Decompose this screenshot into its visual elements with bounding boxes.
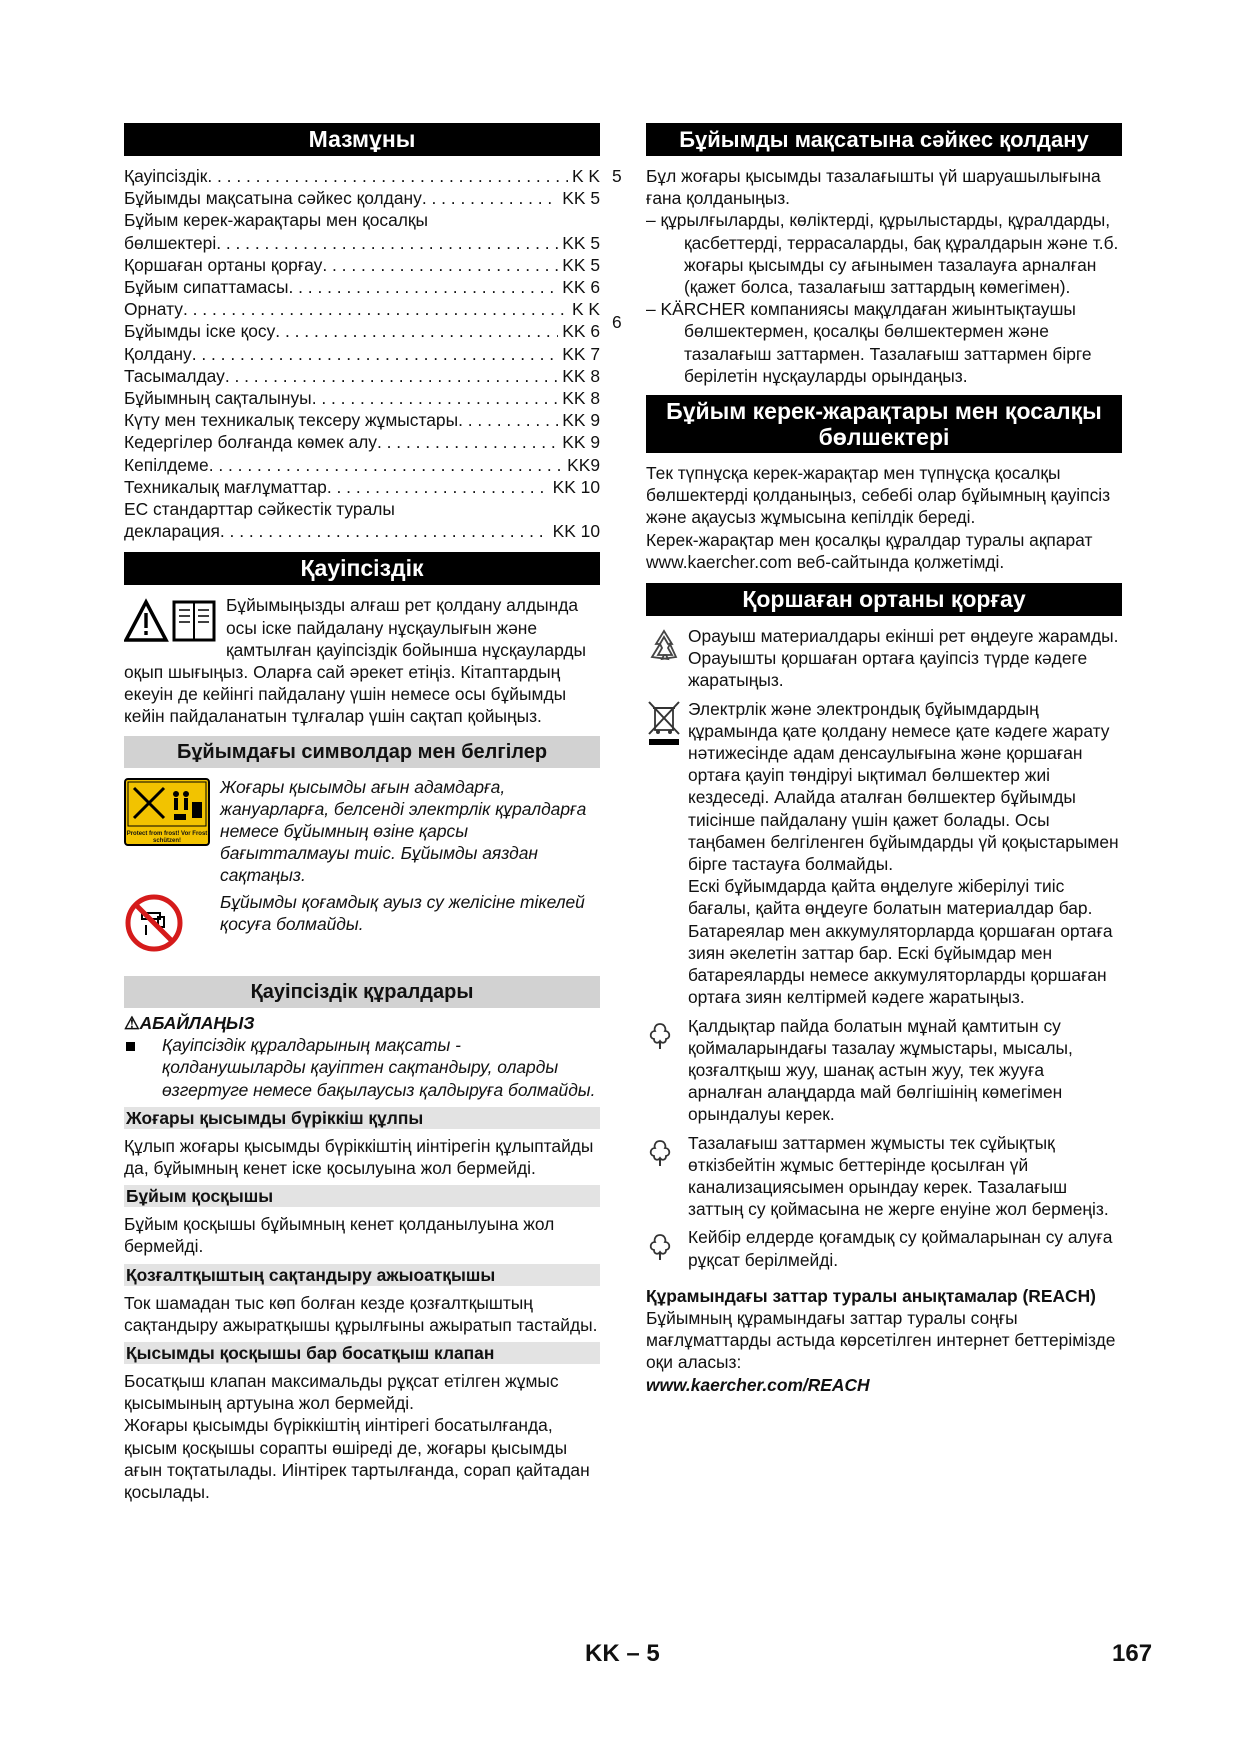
no-drinking-water-icon bbox=[124, 891, 220, 958]
toc-row-page: KK 5 bbox=[562, 232, 600, 253]
recycle-icon bbox=[646, 625, 688, 692]
toc-row-page: KK 9 bbox=[562, 432, 600, 453]
toc-row[interactable] bbox=[124, 409, 600, 431]
toc-row[interactable] bbox=[124, 387, 600, 409]
toc-leader bbox=[422, 187, 558, 209]
toc-row-page: KK 9 bbox=[562, 410, 600, 431]
toc-row-title: Бұйымның сақталынуы bbox=[124, 388, 312, 409]
toc-row-title: Бұйым сипаттамасы bbox=[124, 277, 289, 298]
toc-row-page: KK 8 bbox=[562, 388, 600, 409]
toc-leader bbox=[322, 254, 558, 276]
sub4-text1: Босатқыш клапан максимальды рұқсат етілген жұмыс қысымының артуына жол бермейді. bbox=[124, 1370, 559, 1414]
footer-page-label: KK – 5 bbox=[585, 1640, 660, 1667]
use-item1: – құрылғыларды, көліктерді, құрылыстарды, құралдарды, қасбеттерді, террасаларды, бақ құралдарын және т.б. жоғары қысымды су ағынымен тазалауға арналған (қажет болса, тазалағыш заттардың көмегімен). bbox=[646, 210, 1119, 298]
toc-row-title: Орнату bbox=[124, 299, 183, 320]
footer-page-number: 167 bbox=[1112, 1640, 1153, 1667]
toc-leader bbox=[458, 409, 558, 431]
safety-intro-block bbox=[124, 594, 600, 727]
warning-text: Қауіпсіздік құралдарының мақсаты - қолданушыларды қауіптен сақтандыру, оларды өзгертуге немесе бақылаусыз қалдыруға болмайды. bbox=[162, 1035, 596, 1100]
frost-label: Protect from frost! Vor Frost schützen! bbox=[126, 830, 208, 844]
toc-row-page: KK 8 bbox=[562, 365, 600, 386]
sub3-text: Ток шамадан тыс көп болған кезде қозғалтқыштың сақтандыру ажыратқышы құрылғыны ажыратып тастайды. bbox=[124, 1292, 598, 1335]
toc-row-title: бөлшектері bbox=[124, 232, 217, 253]
toc-leader bbox=[183, 298, 568, 320]
toc-leader bbox=[216, 232, 558, 254]
symbol2-text: Бұйымды қоғамдық ауыз су желісіне тікелей қосуға болмайды. bbox=[220, 891, 585, 934]
toc-heading: Мазмұны bbox=[124, 123, 600, 156]
toc-row-title: Кепілдеме bbox=[124, 454, 209, 475]
use-item2: – KÄRCHER компаниясы мақұлдаған жиынтықтаушы бөлшектермен, қосалқы бөлшектермен және тазалағыш заттармен. Тазалағыш заттармен бірге берілетін нұсқауларды орындаңыз. bbox=[646, 299, 1092, 386]
sub1-text: Құлып жоғары қысымды бүріккіштің иінтірегін құлыптайды да, бұйымның кенет іске қосылуына жол бермейді. bbox=[124, 1135, 594, 1178]
tip-tree-icon bbox=[646, 1015, 688, 1126]
toc-list bbox=[124, 165, 600, 542]
sub1-heading: Жоғары қысымды бүріккіш құлпы bbox=[124, 1107, 600, 1129]
toc-row-title: Күту мен техникалық тексеру жұмыстары bbox=[124, 410, 459, 431]
toc-row[interactable] bbox=[124, 232, 600, 254]
accessories-text2: Керек-жарақтар мен қосалқы құралдар туралы ақпарат www.kaercher.com веб-сайтында қолжетімді. bbox=[646, 529, 1093, 572]
toc-row[interactable] bbox=[124, 476, 600, 498]
tip1-text: Қалдықтар пайда болатын мұнай қамтитын су қоймаларындағы тазалау жұмыстары, мысалы, қозғалтқыш жуу, шанақ астын жуу, тек жууға арналған алаңдарда май бөлгішінің көмегімен орындалуы керек. bbox=[688, 1015, 1073, 1125]
symbol1-text: Жоғары қысымды ағын адамдарға, жануарларға, белсенді электрлік құралдарға немесе бұйымның өзіне қарсы бағытталмауы тиіс. Бұйымды аяздан сақтаңыз. bbox=[220, 776, 587, 886]
toc-row[interactable] bbox=[124, 165, 600, 187]
warning-triangle-icon: ⚠ bbox=[124, 1012, 140, 1033]
toc-row[interactable] bbox=[124, 187, 600, 209]
toc-row[interactable] bbox=[124, 431, 600, 453]
toc-row-title: Қолдану bbox=[124, 343, 192, 364]
weee-text1: Электрлік және электрондық бұйымдардың құрамында қате қолдану немесе қате кәдеге жарату нәтижесінде адам денсаулығына және қоршаған ортаға қауіп төндіруі ықтимал бөлшектер жиі кездеседі. Алайда аталған бөлшектер бұйымды тиісінше пайдалану үшін қажет болады. Осы таңбамен белгіленген бұйымдарды үй қоқыстарымен бірге тастауға болмайды. bbox=[688, 698, 1119, 875]
sub2-text: Бұйым қосқышы бұйымның кенет қолданылуына жол бермейді. bbox=[124, 1214, 555, 1257]
toc-row-page: KK 7 bbox=[562, 343, 600, 364]
bullet-square-icon bbox=[124, 1034, 162, 1101]
warning-manual-icon bbox=[124, 598, 216, 649]
toc-leader bbox=[220, 520, 549, 542]
tip-tree-icon bbox=[646, 1132, 688, 1221]
reach-text: Бұйымның құрамындағы заттар туралы соңғы мағлұматтарды астыда көрсетілген интернет беттерімізде оқи аласыз: bbox=[646, 1307, 1116, 1373]
toc-row-title: Техникалық мағлұматтар bbox=[124, 476, 327, 497]
toc-row[interactable] bbox=[124, 209, 600, 231]
toc-row[interactable] bbox=[124, 520, 600, 542]
toc-leader bbox=[312, 387, 559, 409]
toc-row[interactable] bbox=[124, 365, 600, 387]
sub3-heading: Қозғалтқыштың сақтандыру ажыоатқышы bbox=[124, 1264, 600, 1286]
toc-row-title: Кедергілер болғанда көмек алу bbox=[124, 432, 377, 453]
sub4-heading: Қысымды қосқышы бар босатқыш клапан bbox=[124, 1342, 600, 1364]
toc-row-title: декларация bbox=[124, 521, 220, 542]
warning-item bbox=[124, 1034, 600, 1101]
sub4-text2: Жоғары қысымды бүріккіштің иінтірегі босатылғанда, қысым қосқышы сорапты өшіреді де, жоғары қысымды ағын тоқтатылады. Иінтірек тартылғанда, сорап қайтадан қосылады. bbox=[124, 1415, 590, 1502]
toc-leader bbox=[327, 476, 549, 498]
toc-row[interactable] bbox=[124, 454, 600, 476]
crossed-bin-icon bbox=[646, 698, 688, 1009]
toc-leader bbox=[377, 431, 558, 453]
toc-row-page: KK 5 bbox=[562, 254, 600, 275]
tip-tree-icon bbox=[646, 1226, 688, 1270]
use-intro: Бұл жоғары қысымды тазалағышты үй шаруашылығына ғана қолданыңыз. bbox=[646, 166, 1101, 209]
margin-number: 6 bbox=[612, 312, 622, 332]
toc-leader bbox=[288, 276, 558, 298]
toc-row-page: KK 6 bbox=[562, 277, 600, 298]
toc-row-page: KK 5 bbox=[562, 188, 600, 209]
toc-row-title: Бұйымды іске қосу bbox=[124, 321, 276, 342]
tip2-text: Тазалағыш заттармен жұмысты тек сұйықтық өткізбейтін жұмыс беттерінде қосылған үй канализациясымен орындау керек. Тазалағыш заттың су қоймасына не жерге енуіне жол бермеңіз. bbox=[688, 1132, 1109, 1220]
frost-warning-icon bbox=[124, 776, 220, 887]
toc-row-title: Бұйым керек-жарақтары мен қосалқы bbox=[124, 210, 428, 231]
safety-heading: Қауіпсіздік bbox=[124, 552, 600, 585]
toc-row-page: KK 10 bbox=[552, 476, 600, 497]
toc-leader bbox=[207, 165, 568, 187]
warning-label: АБАЙЛАҢЫЗ bbox=[139, 1012, 255, 1033]
toc-row-page: K K bbox=[571, 299, 600, 320]
safety-intro: Бұйымыңызды алғаш рет қолдану алдында осы іске пайдалану нұсқаулығын және қамтылған қауіпсіздік бойынша нұсқауларды оқып шығыңыз. Оларға сай әрекет етіңіз. Кітаптардың екеуін де кейінгі пайдалану үшін немесе осы бұйымды кейін пайдаланатын тұлғалар үшін сақтап қойыңыз. bbox=[124, 595, 586, 727]
sub2-heading: Бұйым қосқышы bbox=[124, 1185, 600, 1207]
toc-row[interactable] bbox=[124, 254, 600, 276]
toc-row[interactable] bbox=[124, 320, 600, 342]
toc-row-title: Қауіпсіздік bbox=[124, 166, 208, 186]
toc-row[interactable] bbox=[124, 498, 600, 520]
left-column bbox=[124, 123, 600, 1503]
reach-link[interactable]: www.kaercher.com/REACH bbox=[646, 1374, 870, 1395]
symbols-heading: Бұйымдағы символдар мен белгілер bbox=[124, 736, 600, 768]
toc-leader bbox=[275, 320, 558, 342]
toc-row-title: Бұйымды мақсатына сәйкес қолдану bbox=[124, 188, 422, 209]
toc-row-page: KK 6 bbox=[562, 321, 600, 342]
safety-devices-heading: Қауіпсіздік құралдары bbox=[124, 976, 600, 1008]
accessories-heading: Бұйым керек-жарақтары мен қосалқы бөлшектері bbox=[646, 395, 1122, 453]
toc-leader bbox=[192, 343, 559, 365]
use-heading: Бұйымды мақсатына сәйкес қолдану bbox=[646, 123, 1122, 156]
toc-row[interactable] bbox=[124, 298, 600, 320]
weee-text2: Ескі бұйымдарда қайта өңделуге жіберілуі тиіс бағалы, қайта өңдеуге болатын материалдар бар. Батареялар мен аккумуляторларда қоршаған ортаға зиян әкелетін заттар бар. Ескі бұйымдар мен батареяларды немесе аккумуляторларды қоршаған ортаға зиян келтірмей кәдеге жаратыңыз. bbox=[688, 876, 1113, 1008]
recycle-text: Орауыш материалдары екінші рет өңдеуге жарамды. Орауышты қоршаған ортаға қауіпсіз түрде кәдеге жаратыңыз. bbox=[688, 626, 1119, 691]
accessories-text1: Тек түпнұсқа керек-жарақтар мен түпнұсқа қосалқы бөлшектерді қолданыңыз, себебі олар бұйымның қауіпсіз және ақаусыз жұмысына кепілдік береді. bbox=[646, 463, 1111, 528]
toc-leader bbox=[209, 454, 563, 476]
toc-row-title: ЕС стандарттар сәйкестік туралы bbox=[124, 499, 395, 520]
toc-row-page: KK9 bbox=[567, 454, 600, 475]
toc-row-title: Тасымалдау bbox=[124, 365, 225, 386]
toc-row-page: KK 10 bbox=[552, 521, 600, 542]
right-column bbox=[646, 123, 1122, 1396]
tip3-text: Кейбір елдерде қоғамдық су қоймаларынан су алуға рұқсат берілмейді. bbox=[688, 1227, 1113, 1270]
toc-row-page: K K bbox=[571, 166, 600, 186]
margin-number: 5 bbox=[612, 166, 622, 186]
toc-row[interactable] bbox=[124, 343, 600, 365]
toc-row[interactable] bbox=[124, 276, 600, 298]
toc-leader bbox=[225, 365, 558, 387]
environment-heading: Қоршаған ортаны қорғау bbox=[646, 583, 1122, 616]
toc-row-title: Қоршаған ортаны қорғау bbox=[124, 254, 323, 275]
warning-label-row bbox=[124, 1012, 600, 1034]
reach-heading: Құрамындағы заттар туралы анықтамалар (REACH) bbox=[646, 1285, 1096, 1306]
